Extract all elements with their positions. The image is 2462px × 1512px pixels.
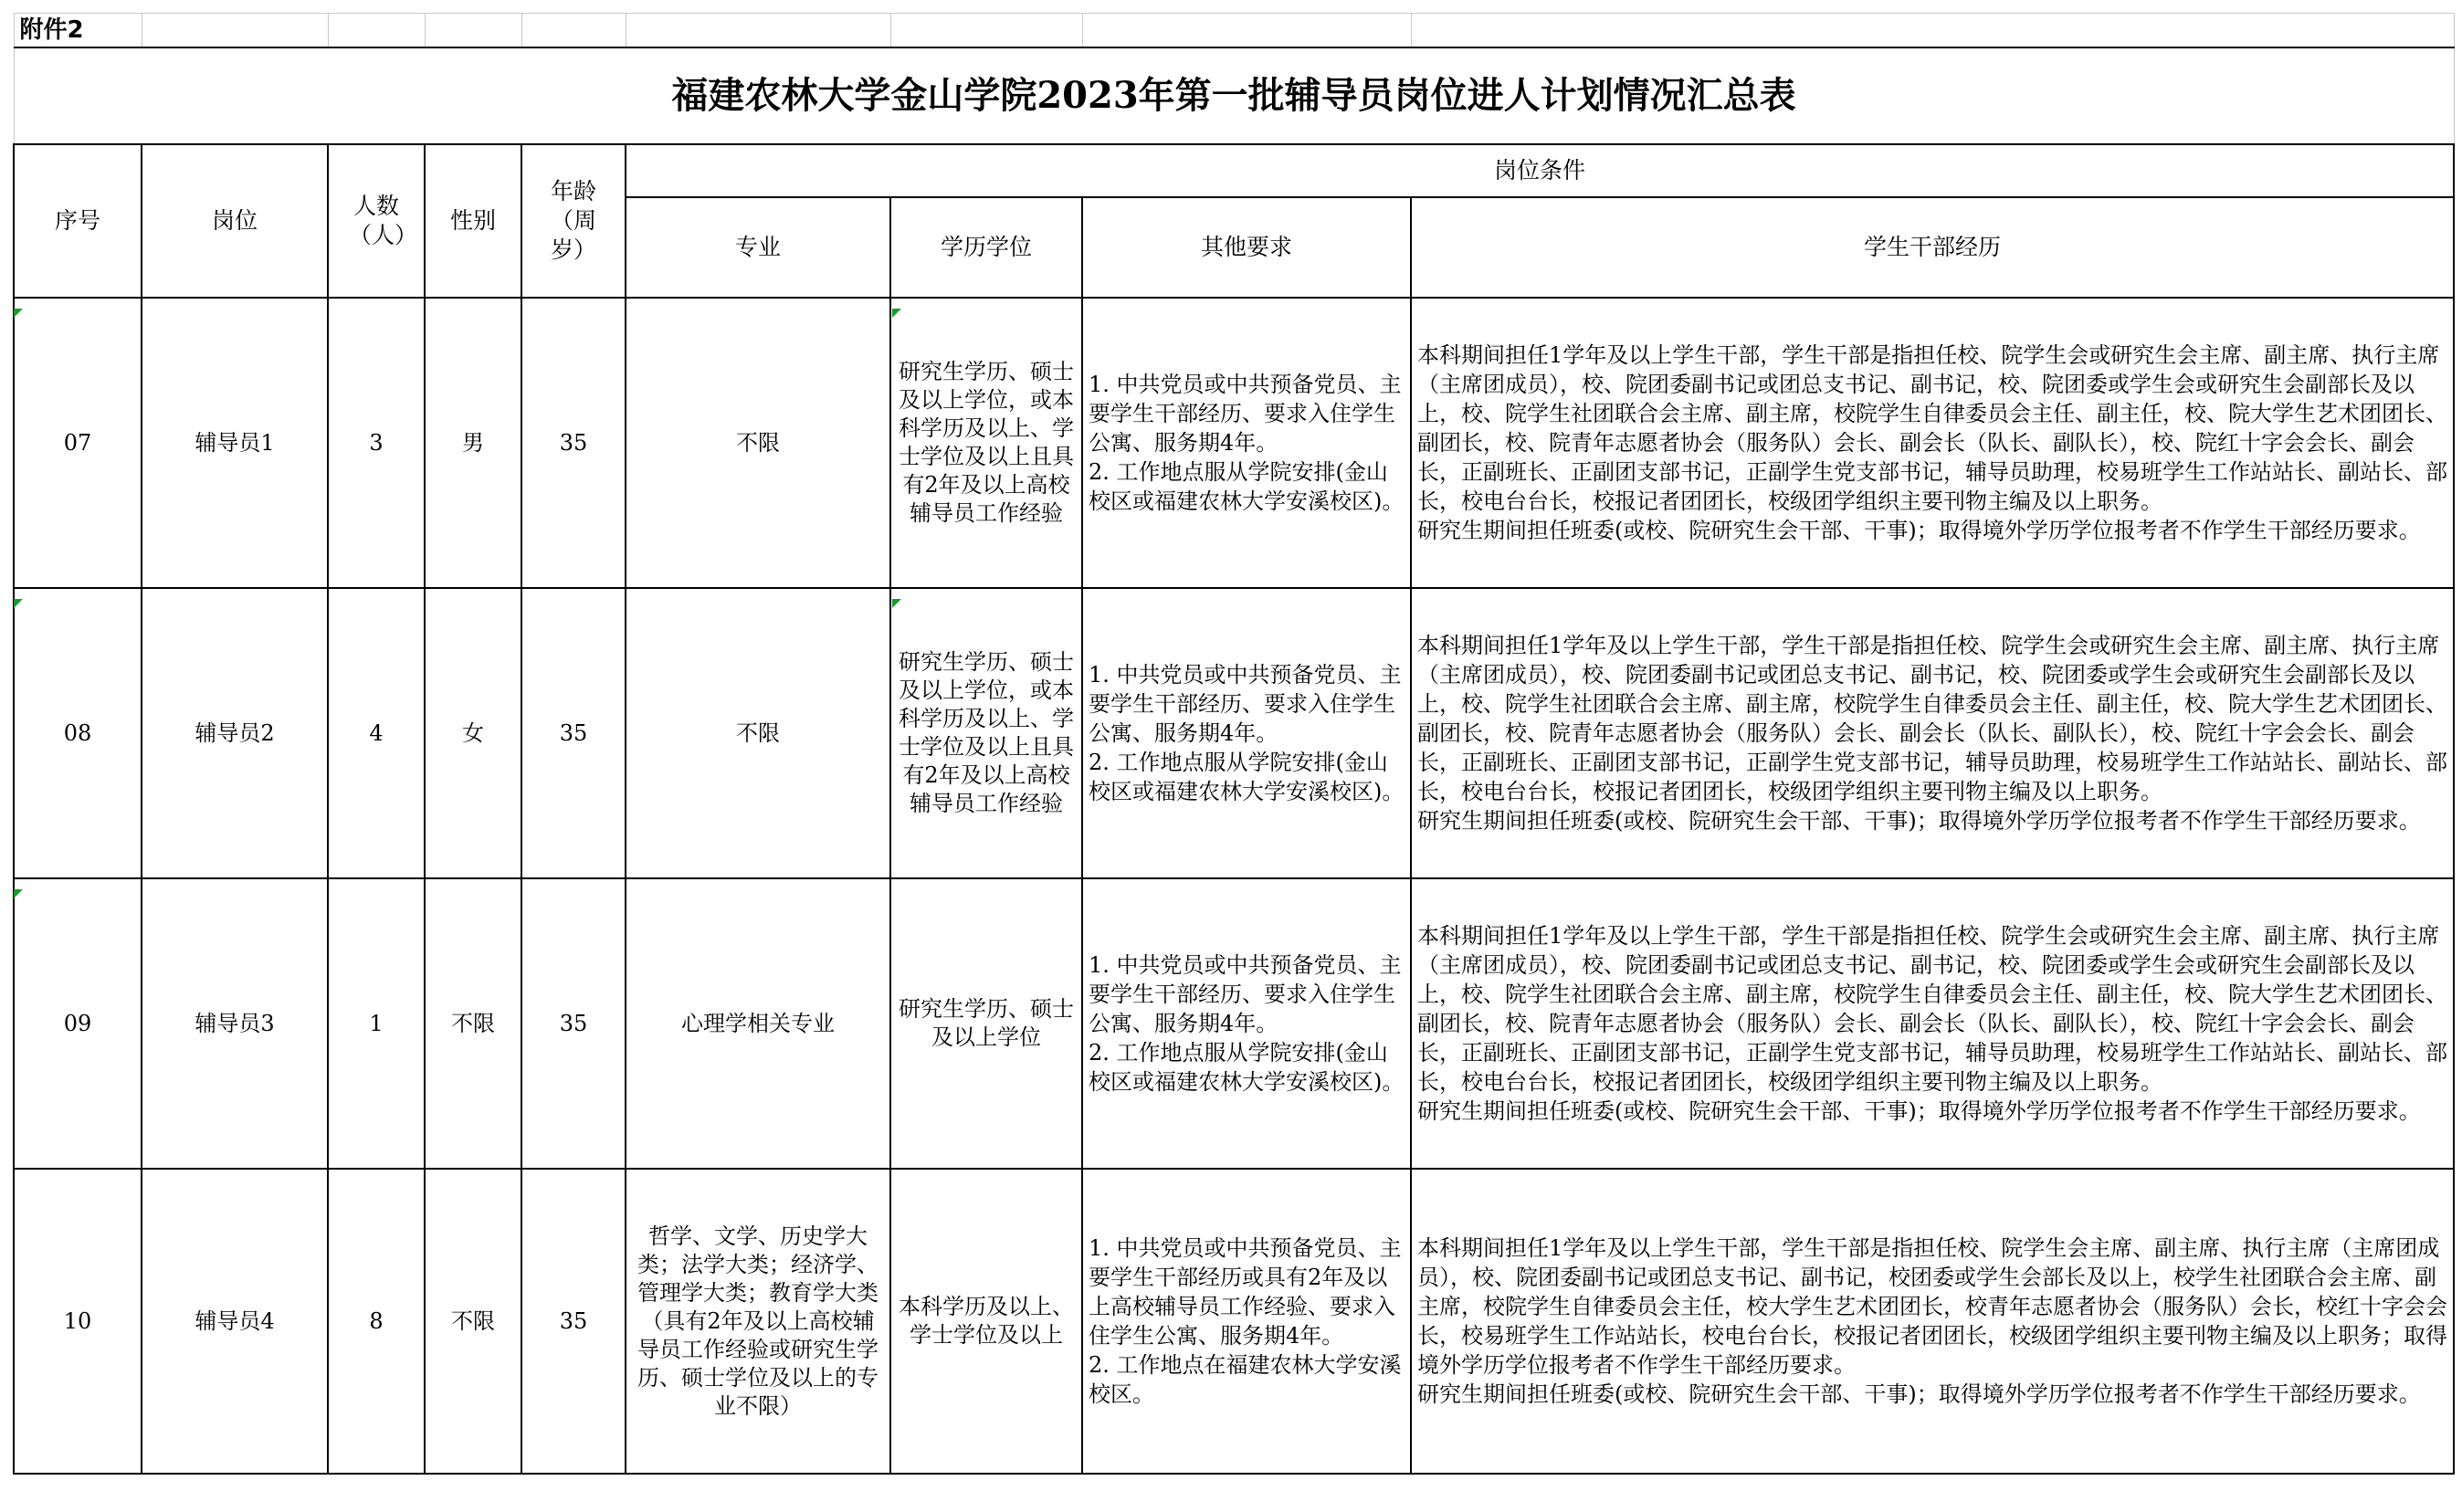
cell-seq[interactable]: 10 bbox=[14, 1169, 142, 1474]
cell-gender[interactable]: 男 bbox=[425, 298, 521, 588]
cell-degree[interactable]: 研究生学历、硕士及以上学位，或本科学历及以上、学士学位及以上且具有2年及以上高校辅导员工作经验 bbox=[890, 298, 1082, 588]
empty-cell[interactable] bbox=[328, 14, 425, 48]
cell-count[interactable]: 8 bbox=[328, 1169, 425, 1474]
cell-gender[interactable]: 不限 bbox=[425, 1169, 521, 1474]
table-title[interactable]: 福建农林大学金山学院2023年第一批辅导员岗位进人计划情况汇总表 bbox=[14, 47, 2454, 144]
header-count[interactable] bbox=[328, 144, 425, 298]
header-seq[interactable]: 序号 bbox=[14, 144, 142, 298]
table-row bbox=[14, 878, 2454, 1169]
empty-cell[interactable] bbox=[1411, 14, 2454, 48]
cell-post[interactable]: 辅导员3 bbox=[142, 878, 328, 1169]
empty-cell[interactable] bbox=[142, 14, 328, 48]
empty-cell[interactable] bbox=[521, 14, 626, 48]
header-age[interactable] bbox=[521, 144, 626, 298]
cell-major[interactable]: 哲学、文学、历史学大类；法学大类；经济学、管理学大类；教育学大类（具有2年及以上高校辅导员工作经验或研究生学历、硕士学位及以上的专业不限） bbox=[626, 1169, 890, 1474]
cell-other[interactable]: 1. 中共党员或中共预备党员、主要学生干部经历或具有2年及以上高校辅导员工作经验、要求入住学生公寓、服务期4年。 2. 工作地点在福建农林大学安溪校区。 bbox=[1082, 1169, 1411, 1474]
cell-post[interactable]: 辅导员1 bbox=[142, 298, 328, 588]
cell-post[interactable]: 辅导员2 bbox=[142, 588, 328, 878]
empty-cell[interactable] bbox=[425, 14, 521, 48]
cell-marker-icon bbox=[14, 309, 23, 318]
cell-gender[interactable]: 不限 bbox=[425, 878, 521, 1169]
cell-cadre[interactable]: 本科期间担任1学年及以上学生干部，学生干部是指担任校、院学生会或研究生会主席、副主席、执行主席（主席团成员），校、院团委副书记或团总支书记、副书记，校、院团委或学生会或研究生会副部长及以上，校、院学生社团联合会主席、副主席，校院学生自律委员会主任、副主任，校、院大学生艺术团团长、副团长，校、院青年志愿者协会（服务队）会长、副会长（队长、副队长），校、院红十字会会长、副会长，正副班长、正副团支部书记，正副学生党支部书记，辅导员助理，校易班学生工作站站长、副站长、部长，校电台台长，校报记者团团长，校级团学组织主要刊物主编及以上职务。 研究生期间担任班委(或校、院研究生会干部、干事)；取得境外学历学位报考者不作学生干部经历要求。 bbox=[1411, 588, 2454, 878]
table-row bbox=[14, 588, 2454, 878]
attachment-label[interactable]: 附件2 bbox=[14, 14, 142, 48]
plan-table bbox=[13, 13, 2455, 1475]
cell-age[interactable]: 35 bbox=[521, 298, 626, 588]
cell-count[interactable]: 4 bbox=[328, 588, 425, 878]
cell-cadre[interactable]: 本科期间担任1学年及以上学生干部，学生干部是指担任校、院学生会或研究生会主席、副主席、执行主席（主席团成员），校、院团委副书记或团总支书记、副书记，校、院团委或学生会或研究生会副部长及以上，校、院学生社团联合会主席、副主席，校院学生自律委员会主任、副主任，校、院大学生艺术团团长、副团长，校、院青年志愿者协会（服务队）会长、副会长（队长、副队长），校、院红十字会会长、副会长，正副班长、正副团支部书记，正副学生党支部书记，辅导员助理，校易班学生工作站站长、副站长、部长，校电台台长，校报记者团团长，校级团学组织主要刊物主编及以上职务。 研究生期间担任班委(或校、院研究生会干部、干事)；取得境外学历学位报考者不作学生干部经历要求。 bbox=[1411, 878, 2454, 1169]
cell-other[interactable]: 1. 中共党员或中共预备党员、主要学生干部经历、要求入住学生公寓、服务期4年。 2. 工作地点服从学院安排(金山校区或福建农林大学安溪校区)。 bbox=[1082, 588, 1411, 878]
header-degree[interactable]: 学历学位 bbox=[890, 197, 1082, 298]
cell-marker-icon bbox=[14, 889, 23, 898]
cell-other[interactable]: 1. 中共党员或中共预备党员、主要学生干部经历、要求入住学生公寓、服务期4年。 2. 工作地点服从学院安排(金山校区或福建农林大学安溪校区)。 bbox=[1082, 878, 1411, 1169]
table-row bbox=[14, 298, 2454, 588]
cell-age[interactable]: 35 bbox=[521, 588, 626, 878]
header-major[interactable]: 专业 bbox=[626, 197, 890, 298]
empty-cell[interactable] bbox=[626, 14, 890, 48]
cell-age[interactable]: 35 bbox=[521, 1169, 626, 1474]
header-count-text: 人数（人） bbox=[349, 193, 418, 248]
cell-marker-icon bbox=[892, 309, 901, 318]
cell-count[interactable]: 3 bbox=[328, 298, 425, 588]
cell-seq[interactable]: 07 bbox=[14, 298, 142, 588]
header-age-text: 年龄（周岁） bbox=[550, 178, 596, 263]
cell-degree[interactable]: 研究生学历、硕士及以上学位 bbox=[890, 878, 1082, 1169]
cell-marker-icon bbox=[14, 599, 23, 608]
header-gender[interactable]: 性别 bbox=[425, 144, 521, 298]
cell-other[interactable]: 1. 中共党员或中共预备党员、主要学生干部经历、要求入住学生公寓、服务期4年。 2. 工作地点服从学院安排(金山校区或福建农林大学安溪校区)。 bbox=[1082, 298, 1411, 588]
empty-cell[interactable] bbox=[890, 14, 1082, 48]
header-other[interactable]: 其他要求 bbox=[1082, 197, 1411, 298]
cell-degree[interactable]: 研究生学历、硕士及以上学位，或本科学历及以上、学士学位及以上且具有2年及以上高校辅导员工作经验 bbox=[890, 588, 1082, 878]
header-post[interactable]: 岗位 bbox=[142, 144, 328, 298]
cell-cadre[interactable]: 本科期间担任1学年及以上学生干部，学生干部是指担任校、院学生会或研究生会主席、副主席、执行主席（主席团成员），校、院团委副书记或团总支书记、副书记，校、院团委或学生会或研究生会副部长及以上，校、院学生社团联合会主席、副主席，校院学生自律委员会主任、副主任，校、院大学生艺术团团长、副团长，校、院青年志愿者协会（服务队）会长、副会长（队长、副队长），校、院红十字会会长、副会长，正副班长、正副团支部书记，正副学生党支部书记，辅导员助理，校易班学生工作站站长、副站长、部长，校电台台长，校报记者团团长，校级团学组织主要刊物主编及以上职务。 研究生期间担任班委(或校、院研究生会干部、干事)；取得境外学历学位报考者不作学生干部经历要求。 bbox=[1411, 298, 2454, 588]
cell-gender[interactable]: 女 bbox=[425, 588, 521, 878]
cell-major[interactable]: 不限 bbox=[626, 588, 890, 878]
cell-degree[interactable]: 本科学历及以上、学士学位及以上 bbox=[890, 1169, 1082, 1474]
cell-cadre[interactable]: 本科期间担任1学年及以上学生干部，学生干部是指担任校、院学生会主席、副主席、执行主席（主席团成员），校、院团委副书记或团总支书记、副书记，校团委或学生会部长及以上，校学生社团联合会主席、副主席，校院学生自律委员会主任，校大学生艺术团团长，校青年志愿者协会（服务队）会长，校红十字会会长，校易班学生工作站站长，校电台台长，校报记者团团长，校级团学组织主要刊物主编及以上职务；取得境外学历学位报考者不作学生干部经历要求。 研究生期间担任班委(或校、院研究生会干部、干事)；取得境外学历学位报考者不作学生干部经历要求。 bbox=[1411, 1169, 2454, 1474]
header-conditions[interactable]: 岗位条件 bbox=[626, 144, 2454, 197]
cell-age[interactable]: 35 bbox=[521, 878, 626, 1169]
header-cadre[interactable]: 学生干部经历 bbox=[1411, 197, 2454, 298]
table-row bbox=[14, 1169, 2454, 1474]
cell-major[interactable]: 心理学相关专业 bbox=[626, 878, 890, 1169]
cell-count[interactable]: 1 bbox=[328, 878, 425, 1169]
cell-post[interactable]: 辅导员4 bbox=[142, 1169, 328, 1474]
cell-seq[interactable]: 08 bbox=[14, 588, 142, 878]
cell-seq[interactable]: 09 bbox=[14, 878, 142, 1169]
empty-cell[interactable] bbox=[1082, 14, 1411, 48]
cell-major[interactable]: 不限 bbox=[626, 298, 890, 588]
cell-marker-icon bbox=[892, 599, 901, 608]
